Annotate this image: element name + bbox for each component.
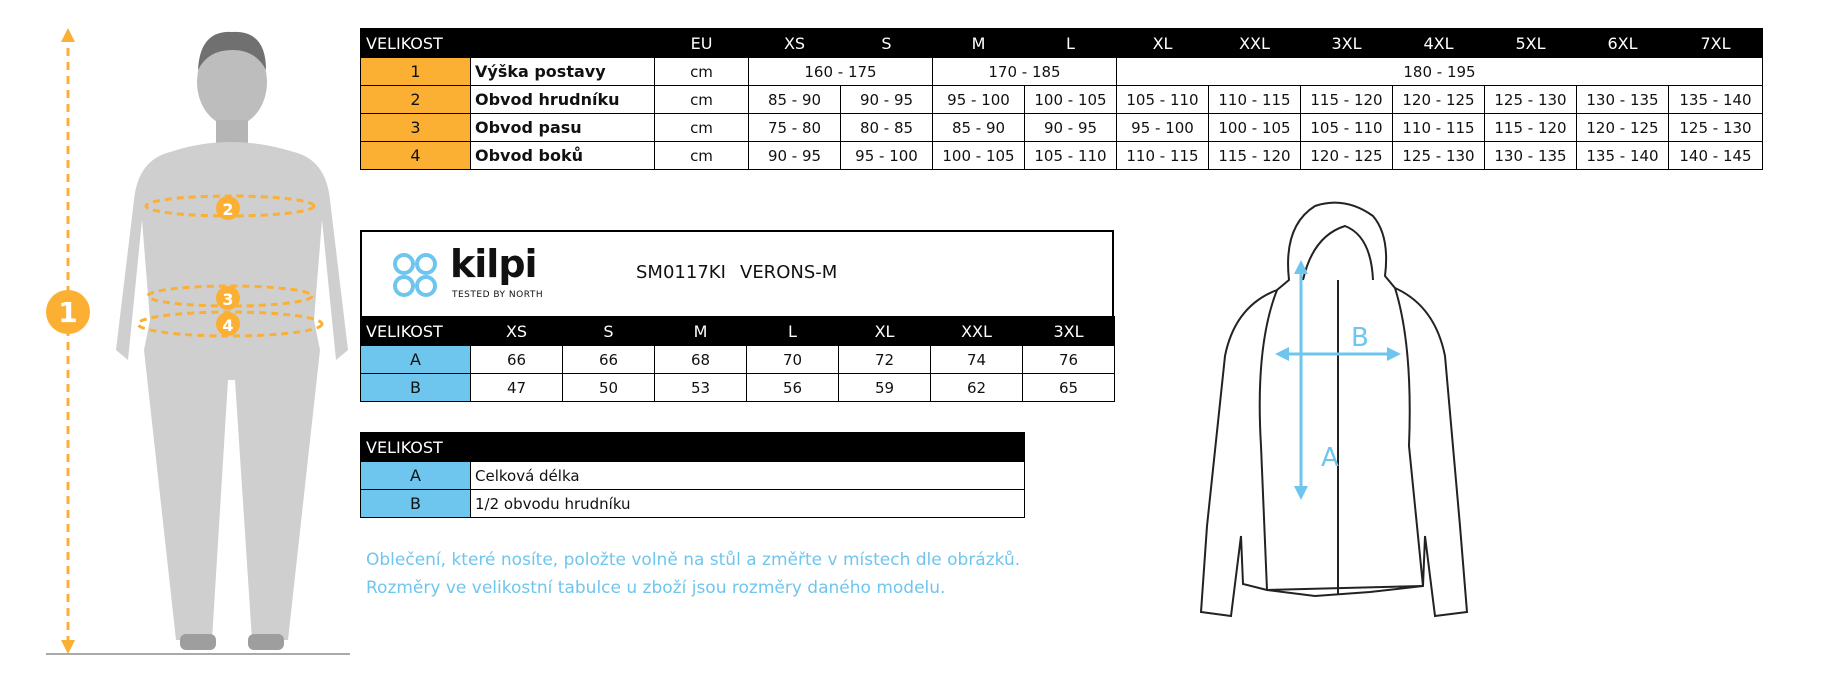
table-cell: 90 - 95: [1025, 114, 1117, 142]
product-size-table: [360, 316, 1115, 402]
measure-note-2: Rozměry ve velikostní tabulce u zboží jsou rozměry daného modelu.: [366, 578, 946, 598]
table-cell: M: [933, 29, 1025, 58]
table-cell: 110 - 115: [1393, 114, 1485, 142]
table-cell: 100 - 105: [933, 142, 1025, 170]
table-cell: 120 - 125: [1393, 86, 1485, 114]
table-cell: 68: [655, 346, 747, 374]
table-cell: S: [841, 29, 933, 58]
table-cell: 70: [747, 346, 839, 374]
table-cell: 90 - 95: [841, 86, 933, 114]
marker-3: 3: [222, 290, 234, 309]
table-cell: [471, 29, 655, 58]
table-cell: 120 - 125: [1577, 114, 1669, 142]
table-cell: 110 - 115: [1209, 86, 1301, 114]
table-cell: 135 - 140: [1669, 86, 1763, 114]
table-cell: 125 - 130: [1669, 114, 1763, 142]
kilpi-logo-icon: [386, 246, 444, 304]
table-cell: 180 - 195: [1117, 58, 1763, 86]
header-velikost: VELIKOST: [361, 29, 471, 58]
table-row: [361, 142, 1763, 170]
table-cell: XL: [1117, 29, 1209, 58]
table-cell: 56: [747, 374, 839, 402]
table-row: [361, 346, 1115, 374]
table-cell: 5XL: [1485, 29, 1577, 58]
brand-header: [360, 230, 1114, 316]
jacket-marker-a: A: [1321, 443, 1339, 473]
table-cell: XL: [839, 317, 931, 346]
table-cell: Obvod hrudníku: [471, 86, 655, 114]
table-cell: 62: [931, 374, 1023, 402]
table-cell: 100 - 105: [1209, 114, 1301, 142]
table-cell: 1/2 obvodu hrudníku: [471, 490, 1025, 518]
table-cell: 110 - 115: [1117, 142, 1209, 170]
table-cell: B: [361, 374, 471, 402]
table-cell: L: [1025, 29, 1117, 58]
legend-table: [360, 432, 1025, 518]
table-cell: 7XL: [1669, 29, 1763, 58]
table-cell: 66: [471, 346, 563, 374]
table-cell: 135 - 140: [1577, 142, 1669, 170]
size-table-header: [361, 29, 1763, 58]
table-cell: 66: [563, 346, 655, 374]
table-cell: XS: [471, 317, 563, 346]
marker-4: 4: [222, 316, 234, 335]
table-cell: XXL: [1209, 29, 1301, 58]
table-cell: A: [361, 462, 471, 490]
table-cell: XXL: [931, 317, 1023, 346]
product-code: SM0117KI: [636, 262, 726, 283]
table-cell: cm: [655, 114, 749, 142]
table-cell: 95 - 100: [1117, 114, 1209, 142]
table-cell: cm: [655, 58, 749, 86]
table-cell: cm: [655, 86, 749, 114]
body-measurement-figure: [30, 20, 360, 660]
table-cell: 50: [563, 374, 655, 402]
table-cell: 72: [839, 346, 931, 374]
measure-note-1: Oblečení, které nosíte, položte volně na stůl a změřte v místech dle obrázků.: [366, 550, 1021, 570]
table-cell: cm: [655, 142, 749, 170]
table-cell: 3XL: [1301, 29, 1393, 58]
table-cell: 76: [1023, 346, 1115, 374]
table-cell: A: [361, 346, 471, 374]
table-cell: 2: [361, 86, 471, 114]
table-cell: 80 - 85: [841, 114, 933, 142]
table-row: [361, 462, 1025, 490]
table-cell: 120 - 125: [1301, 142, 1393, 170]
table-cell: 65: [1023, 374, 1115, 402]
table-cell: 90 - 95: [749, 142, 841, 170]
table-cell: 125 - 130: [1485, 86, 1577, 114]
table-cell: 3XL: [1023, 317, 1115, 346]
table-row: [361, 86, 1763, 114]
table-row: [361, 58, 1763, 86]
table-cell: 105 - 110: [1301, 114, 1393, 142]
table-cell: EU: [655, 29, 749, 58]
table-cell: 105 - 110: [1117, 86, 1209, 114]
brand-logo-text: kilpi: [450, 242, 537, 286]
brand-tagline: TESTED BY NORTH: [452, 290, 544, 300]
table-cell: 75 - 80: [749, 114, 841, 142]
table-cell: 95 - 100: [933, 86, 1025, 114]
table-cell: XS: [749, 29, 841, 58]
table-cell: 59: [839, 374, 931, 402]
table-cell: 130 - 135: [1485, 142, 1577, 170]
table-cell: S: [563, 317, 655, 346]
table-cell: Obvod boků: [471, 142, 655, 170]
table-cell: 3: [361, 114, 471, 142]
table-cell: L: [747, 317, 839, 346]
table-cell: Celková délka: [471, 462, 1025, 490]
table-cell: 115 - 120: [1209, 142, 1301, 170]
marker-1: 1: [58, 296, 78, 329]
jacket-marker-b: B: [1351, 323, 1369, 353]
table-cell: 105 - 110: [1025, 142, 1117, 170]
table-row: [361, 490, 1025, 518]
table-cell: 47: [471, 374, 563, 402]
table-cell: 160 - 175: [749, 58, 933, 86]
table-cell: 95 - 100: [841, 142, 933, 170]
marker-2: 2: [222, 200, 234, 219]
table-cell: 115 - 120: [1301, 86, 1393, 114]
table-cell: 125 - 130: [1393, 142, 1485, 170]
table-cell: 6XL: [1577, 29, 1669, 58]
body-size-table: [360, 28, 1763, 170]
table-cell: 85 - 90: [749, 86, 841, 114]
table-cell: M: [655, 317, 747, 346]
table-cell: B: [361, 490, 471, 518]
table-row: [361, 114, 1763, 142]
table-cell: Obvod pasu: [471, 114, 655, 142]
legend-header: VELIKOST: [361, 433, 1025, 462]
table-cell: 85 - 90: [933, 114, 1025, 142]
table-cell: VELIKOST: [361, 317, 471, 346]
table-cell: 4XL: [1393, 29, 1485, 58]
table-cell: 100 - 105: [1025, 86, 1117, 114]
product-name: VERONS-M: [740, 262, 838, 283]
product-table-header: [361, 317, 1115, 346]
table-cell: 1: [361, 58, 471, 86]
jacket-drawing: [1195, 196, 1485, 626]
table-cell: 130 - 135: [1577, 86, 1669, 114]
table-cell: 74: [931, 346, 1023, 374]
table-cell: 53: [655, 374, 747, 402]
table-cell: 140 - 145: [1669, 142, 1763, 170]
table-cell: 170 - 185: [933, 58, 1117, 86]
table-cell: 115 - 120: [1485, 114, 1577, 142]
table-cell: 4: [361, 142, 471, 170]
table-cell: Výška postavy: [471, 58, 655, 86]
table-row: [361, 374, 1115, 402]
